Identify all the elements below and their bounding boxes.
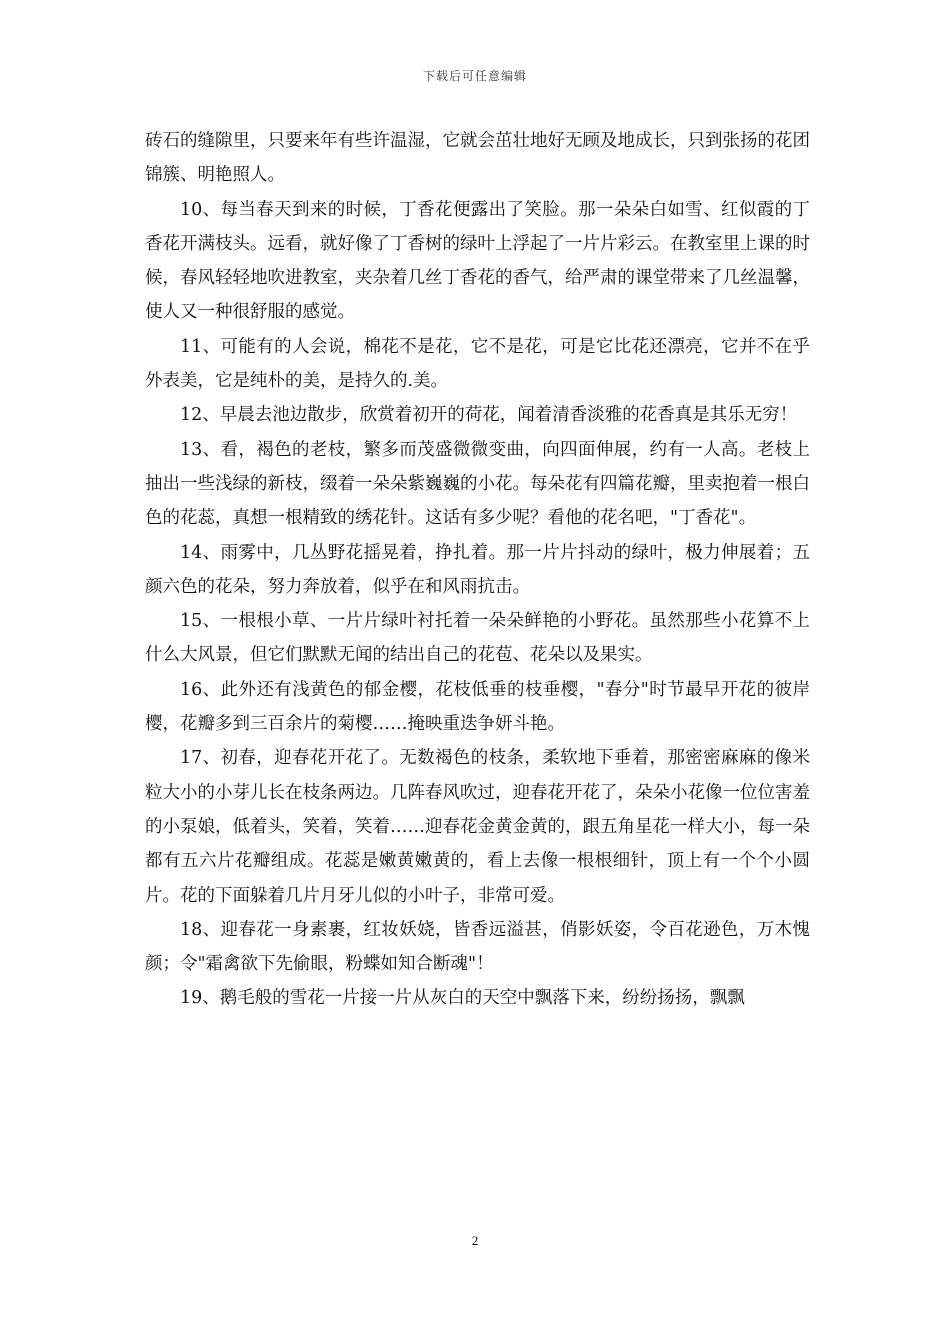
paragraph: 18、迎春花一身素裹，红妆妖娆，皆香远溢甚，俏影妖姿，令百花逊色，万木愧颜；令"霜禽欲下先偷眼，粉蝶如知合断魂"！ — [145, 919, 810, 975]
document-body — [145, 124, 810, 1016]
paragraph: 12、早晨去池边散步，欣赏着初开的荷花，闻着清香淡雅的花香真是其乐无穷！ — [180, 405, 798, 426]
paragraph: 14、雨雾中，几丛野花摇晃着，挣扎着。那一片片抖动的绿叶，极力伸展着；五颜六色的花朵，努力奔放着，似乎在和风雨抗击。 — [145, 542, 810, 597]
paragraph: 19、鹅毛般的雪花一片接一片从灰白的天空中飘落下来，纷纷扬扬，飘飘 — [180, 988, 745, 1009]
page-header: 下载后可任意编辑 — [422, 69, 527, 83]
paragraph: 15、一根根小草、一片片绿叶衬托着一朵朵鲜艳的小野花。虽然那些小花算不上什么大风景，但它们默默无闻的结出自己的花苞、花朵以及果实。 — [145, 611, 810, 666]
paragraph: 11、可能有的人会说，棉花不是花，它不是花，可是它比花还漂亮，它并不在乎外表美，它是纯朴的美，是持久的.美。 — [145, 336, 810, 392]
paragraph: 17、初春，迎春花开花了。无数褐色的枝条，柔软地下垂着，那密密麻麻的像米粒大小的小芽儿长在枝条两边。几阵春风吹过，迎春花开花了，朵朵小花像一位位害羞的小泵娘，低着头，笑着，笑着……迎春花金黄金黄的，跟五角星花一样大小，每一朵都有五六片花瓣组成。花蕊是嫩黄嫩黄的，看上去像一根根细针，顶上有一个个小圆片。花的下面躲着几片月牙儿似的小叶子，非常可爱。 — [145, 748, 810, 906]
paragraph: 10、每当春天到来的时候，丁香花便露出了笑脸。那一朵朵白如雪、红似霞的丁香花开满枝头。远看，就好像了丁香树的绿叶上浮起了一片片彩云。在教室里上课的时候，春风轻轻地吹进教室，夹杂着几丝丁香花的香气，给严肃的课堂带来了几丝温馨，使人又一种很舒服的感觉。 — [145, 199, 810, 323]
page-number: 2 — [471, 1233, 479, 1248]
paragraph: 13、看，褐色的老枝，繁多而茂盛微微变曲，向四面伸展，约有一人高。老枝上抽出一些浅绿的新枝，缀着一朵朵紫巍巍的小花。每朵花有四篇花瓣，里卖抱着一根白色的花蕊，真想一根精致的绣花针。这话有多少呢？看他的花名吧，"丁香花"。 — [145, 439, 810, 529]
paragraph: 16、此外还有浅黄色的郁金樱，花枝低垂的枝垂樱，"春分"时节最早开花的彼岸樱，花瓣多到三百余片的菊樱……掩映重迭争妍斗艳。 — [145, 679, 810, 735]
paragraph: 砖石的缝隙里，只要来年有些许温湿，它就会茁壮地好无顾及地成长，只到张扬的花团锦簇、明艳照人。 — [145, 131, 810, 186]
